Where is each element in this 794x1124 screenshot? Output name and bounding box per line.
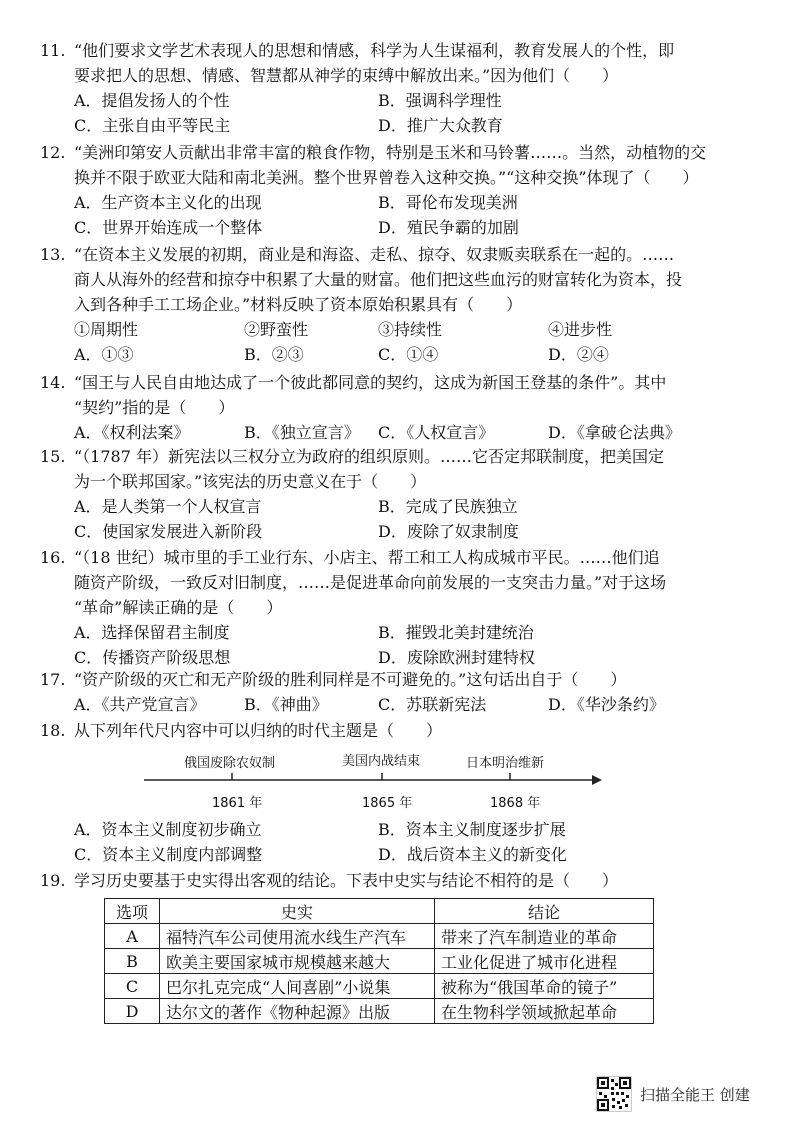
option-b[interactable]: B．资本主义制度逐步扩展 (378, 820, 566, 839)
table-cell-fact: 巴尔扎克完成“人间喜剧”小说集 (160, 974, 435, 999)
option-c[interactable]: C．主张自由平等民主 (74, 116, 231, 135)
table-header-row (105, 899, 654, 924)
question-11 (40, 38, 770, 138)
option-c[interactable]: C．使国家发展进入新阶段 (74, 522, 263, 541)
question-stem: 要求把人的思想、情感、智慧都从神学的束缚中解放出来。”因为他们（ ） (74, 66, 619, 85)
table-cell-option: D (105, 999, 160, 1024)
question-17 (40, 667, 770, 717)
table-row (105, 924, 654, 949)
table-cell-option: B (105, 949, 160, 974)
question-stem: “（18 世纪）城市里的手工业行东、小店主、帮工和工人构成城市平民。……他们追 (74, 548, 660, 567)
question-number: 15. (40, 447, 66, 466)
option-a[interactable]: A．《共产党宣言》 (74, 695, 206, 714)
timeline-year: 1865 年 (362, 796, 413, 811)
question-number: 19. (40, 871, 66, 890)
question-number: 14. (40, 373, 66, 392)
timeline-event: 美国内战结束 (342, 754, 421, 769)
table-header: 史实 (160, 899, 435, 924)
option-a[interactable]: A．提倡发扬人的个性 (74, 91, 230, 110)
statement-2: ②野蛮性 (244, 320, 309, 339)
question-stem: 随资产阶级，一致反对旧制度，……是促进革命向前发展的一支突击力量。”对于这场 (74, 573, 667, 592)
table-cell-fact: 达尔文的著作《物种起源》出版 (160, 999, 435, 1024)
option-a[interactable]: A．选择保留君主制度 (74, 623, 230, 642)
question-stem: “契约”指的是（ ） (74, 398, 235, 417)
option-b[interactable]: B．哥伦布发现美洲 (378, 193, 518, 212)
option-c[interactable]: C．①④ (378, 345, 439, 364)
question-stem: “资产阶级的灭亡和无产阶级的胜利同样是不可避免的。”这句话出自于（ ） (74, 670, 627, 689)
timeline-event: 俄国废除农奴制 (184, 756, 276, 771)
question-number: 11. (40, 41, 66, 60)
question-15 (40, 444, 770, 544)
option-d[interactable]: D．《华沙条约》 (548, 695, 665, 714)
question-stem: 商人从海外的经营和掠夺中积累了大量的财富。他们把这些血污的财富转化为资本，投 (74, 270, 683, 289)
question-number: 12. (40, 143, 66, 162)
option-d[interactable]: D．②④ (548, 345, 609, 364)
table-row (105, 949, 654, 974)
question-stem: “（1787 年）新宪法以三权分立为政府的组织原则。……它否定邦联制度，把美国定 (74, 447, 664, 466)
question-stem: “在资本主义发展的初期，商业是和海盗、走私、掠夺、奴隶贩卖联系在一起的。…… (74, 245, 675, 264)
option-b[interactable]: B．《神曲》 (244, 695, 328, 714)
question-18 (40, 718, 770, 743)
option-c[interactable]: C．世界开始连成一个整体 (74, 218, 263, 237)
table-cell-conclusion: 被称为“俄国革命的镜子” (435, 974, 654, 999)
option-d[interactable]: D．战后资本主义的新变化 (378, 845, 567, 864)
option-a[interactable]: A．是人类第一个人权宣言 (74, 497, 262, 516)
table-cell-conclusion: 带来了汽车制造业的革命 (435, 924, 654, 949)
question-stem: “国王与人民自由地达成了一个彼此都同意的契约，这成为新国王登基的条件”。其中 (74, 373, 667, 392)
option-c[interactable]: C．资本主义制度内部调整 (74, 845, 263, 864)
option-d[interactable]: D．殖民争霸的加剧 (378, 218, 519, 237)
question-stem: 从下列年代尺内容中可以归纳的时代主题是（ ） (74, 721, 443, 740)
option-d[interactable]: D．废除欧洲封建特权 (378, 648, 535, 667)
question-13 (40, 242, 770, 367)
scanner-brand-text: 扫描全能王 创建 (640, 1086, 750, 1104)
option-b[interactable]: B．《独立宣言》 (244, 423, 360, 442)
option-a[interactable]: A．资本主义制度初步确立 (74, 820, 262, 839)
option-a[interactable]: A．《权利法案》 (74, 423, 190, 442)
question-14 (40, 370, 770, 445)
option-c[interactable]: C．苏联新宪法 (378, 695, 487, 714)
statement-4: ④进步性 (548, 320, 613, 339)
question-18-options (40, 817, 770, 867)
timeline-year: 1861 年 (212, 796, 263, 811)
table-cell-conclusion: 工业化促进了城市化进程 (435, 949, 654, 974)
table-cell-conclusion: 在生物科学领域掀起革命 (435, 999, 654, 1024)
question-stem: 换并不限于欧亚大陆和南北美洲。整个世界曾卷入这种交换。”“这种交换”体现了（ ） (74, 168, 699, 187)
option-b[interactable]: B．②③ (244, 345, 304, 364)
option-d[interactable]: D．废除了奴隶制度 (378, 522, 519, 541)
option-a[interactable]: A．①③ (74, 345, 134, 364)
question-12 (40, 140, 770, 240)
question-number: 13. (40, 245, 66, 264)
option-c[interactable]: C．《人权宣言》 (378, 423, 495, 442)
question-16 (40, 545, 770, 670)
option-a[interactable]: A．生产资本主义化的出现 (74, 193, 262, 212)
option-c[interactable]: C．传播资产阶级思想 (74, 648, 231, 667)
facts-table (104, 898, 654, 1024)
table-header: 选项 (105, 899, 160, 924)
question-stem: “他们要求文学艺术表现人的思想和情感，科学为人生谋福利，教育发展人的个性，即 (74, 41, 675, 60)
question-stem: 学习历史要基于史实得出客观的结论。下表中史实与结论不相符的是（ ） (74, 871, 619, 890)
option-b[interactable]: B．摧毁北美封建统治 (378, 623, 534, 642)
qr-code-icon (596, 1076, 632, 1112)
question-stem: “美洲印第安人贡献出非常丰富的粮食作物，特别是玉米和马铃薯……。当然，动植物的交 (74, 143, 707, 162)
option-b[interactable]: B．强调科学理性 (378, 91, 502, 110)
table-row (105, 999, 654, 1024)
question-number: 16. (40, 548, 66, 567)
question-stem: “革命”解读正确的是（ ） (74, 598, 283, 617)
arrow-right-icon (592, 775, 602, 785)
option-b[interactable]: B．完成了民族独立 (378, 497, 518, 516)
statement-1: ①周期性 (74, 320, 139, 339)
question-stem: 入到各种手工工场企业。”材料反映了资本原始积累具有（ ） (74, 295, 523, 314)
question-19 (40, 868, 770, 893)
table-row (105, 974, 654, 999)
question-stem: 为一个联邦国家。”该宪法的历史意义在于（ ） (74, 472, 427, 491)
timeline-event: 日本明治维新 (466, 756, 545, 771)
table-header: 结论 (435, 899, 654, 924)
question-number: 17. (40, 670, 66, 689)
table-cell-fact: 福特汽车公司使用流水线生产汽车 (160, 924, 435, 949)
option-d[interactable]: D．《拿破仑法典》 (548, 423, 681, 442)
option-d[interactable]: D．推广大众教育 (378, 116, 503, 135)
statement-3: ③持续性 (378, 320, 443, 339)
table-cell-fact: 欧美主要国家城市规模越来越大 (160, 949, 435, 974)
question-number: 18. (40, 721, 66, 740)
timeline-year: 1868 年 (490, 796, 541, 811)
table-cell-option: C (105, 974, 160, 999)
table-cell-option: A (105, 924, 160, 949)
timeline (140, 750, 610, 810)
